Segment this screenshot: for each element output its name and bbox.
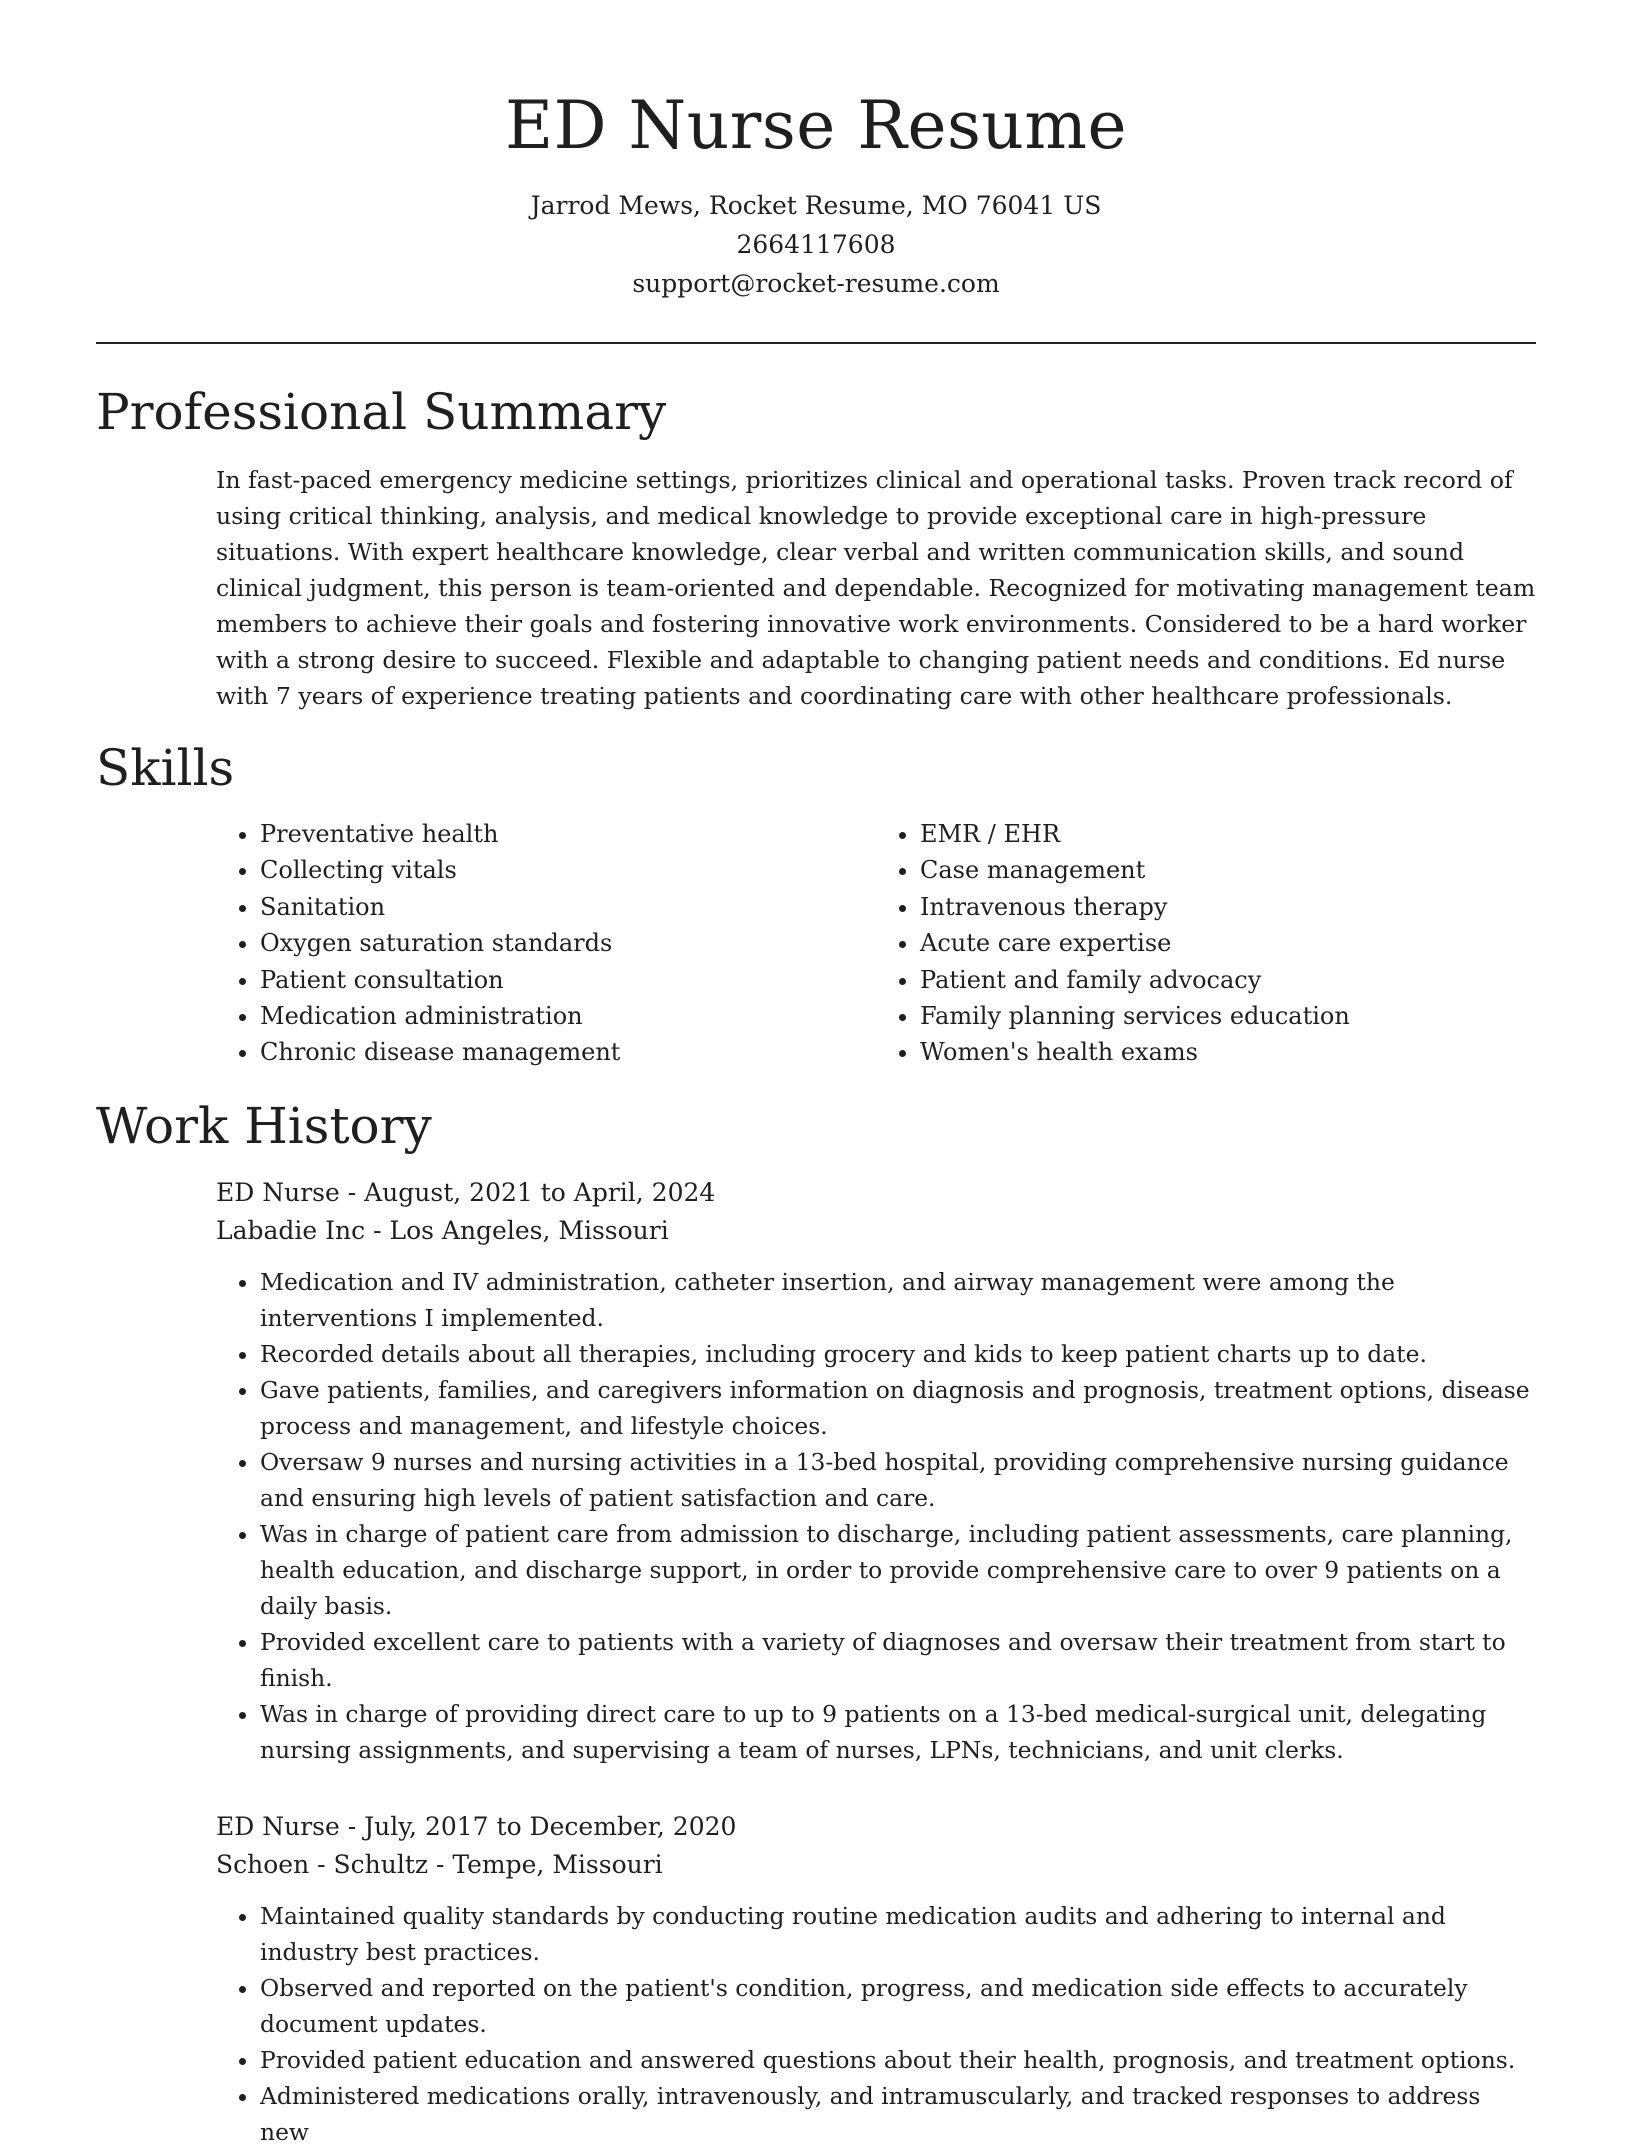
skill-item: • Case management — [920, 852, 1536, 888]
skill-item: • Collecting vitals — [260, 852, 876, 888]
job-duties — [216, 1264, 1536, 1768]
job-duty-item: • Provided excellent care to patients with a variety of diagnoses and oversaw their treatment from start to finish. — [260, 1624, 1536, 1696]
resume-header — [0, 0, 1632, 303]
skill-item: • Preventative health — [260, 816, 876, 852]
work-history-heading: Work History — [96, 1097, 432, 1155]
job-duty-item: • Was in charge of patient care from admission to discharge, including patient assessments, care planning, health education, and discharge support, in order to provide comprehensive care to over 9 patients on a daily basis. — [260, 1516, 1536, 1624]
job-duty-item: • Was in charge of providing direct care to up to 9 patients on a 13-bed medical-surgical unit, delegating nursing assignments, and supervising a team of nurses, LPNs, technicians, and unit clerks. — [260, 1696, 1536, 1768]
job-duties — [216, 1898, 1536, 2150]
contact-info — [0, 186, 1632, 303]
skill-item: • Family planning services education — [920, 998, 1536, 1034]
contact-phone: 2664117608 — [736, 230, 896, 259]
contact-address: Jarrod Mews, Rocket Resume, MO 76041 US — [530, 191, 1102, 220]
summary-text: In fast-paced emergency medicine settings, prioritizes clinical and operational tasks. Proven track record of using critical thinking, analysis, and medical knowledge to provide exceptional care in high-pressure situations. With expert healthcare knowledge, clear verbal and written communication skills, and sound clinical judgment, this person is team-oriented and dependable. Recognized for motivating management team members to achieve their goals and fostering innovative work environments. Considered to be a hard worker with a strong desire to succeed. Flexible and adaptable to changing patient needs and conditions. Ed nurse with 7 years of experience treating patients and coordinating care with other healthcare professionals. — [216, 466, 1536, 710]
skills-column-left — [216, 816, 876, 1071]
skills-heading: Skills — [96, 739, 235, 797]
job-title: ED Nurse - August, 2021 to April, 2024 — [216, 1178, 716, 1207]
skills-list — [216, 816, 1536, 1071]
summary-heading: Professional Summary — [96, 383, 667, 441]
job-duty-item: • Provided patient education and answered questions about their health, prognosis, and treatment options. — [260, 2042, 1536, 2078]
skill-item: • Patient consultation — [260, 962, 876, 998]
skill-item: • Sanitation — [260, 889, 876, 925]
job-duty-item: • Oversaw 9 nurses and nursing activities in a 13-bed hospital, providing comprehensive nursing guidance and ensuring high levels of patient satisfaction and care. — [260, 1444, 1536, 1516]
job-entry — [216, 1174, 1536, 1768]
resume-title: ED Nurse Resume — [504, 87, 1128, 164]
contact-email: support@rocket-resume.com — [632, 269, 1000, 298]
job-duty-item: • Gave patients, families, and caregivers information on diagnosis and prognosis, treatment options, disease process and management, and lifestyle choices. — [260, 1372, 1536, 1444]
job-duty-item: • Observed and reported on the patient's condition, progress, and medication side effects to accurately document updates. — [260, 1970, 1536, 2042]
skill-item: • EMR / EHR — [920, 816, 1536, 852]
job-duty-item: • Maintained quality standards by conducting routine medication audits and adhering to internal and industry best practices. — [260, 1898, 1536, 1970]
skill-item: • Patient and family advocacy — [920, 962, 1536, 998]
header-divider — [96, 342, 1536, 344]
job-title: ED Nurse - July, 2017 to December, 2020 — [216, 1812, 737, 1841]
job-company: Labadie Inc - Los Angeles, Missouri — [216, 1216, 669, 1245]
job-entry — [216, 1808, 1536, 2150]
skill-item: • Women's health exams — [920, 1034, 1536, 1070]
skill-item: • Medication administration — [260, 998, 876, 1034]
skill-item: • Intravenous therapy — [920, 889, 1536, 925]
skill-item: • Acute care expertise — [920, 925, 1536, 961]
skills-column-right — [876, 816, 1536, 1071]
job-duty-item: • Recorded details about all therapies, including grocery and kids to keep patient charts up to date. — [260, 1336, 1536, 1372]
job-duty-item: • Medication and IV administration, catheter insertion, and airway management were among the interventions I implemented. — [260, 1264, 1536, 1336]
skill-item: • Oxygen saturation standards — [260, 925, 876, 961]
job-duty-item: • Administered medications orally, intravenously, and intramuscularly, and tracked responses to address new — [260, 2078, 1536, 2150]
job-company: Schoen - Schultz - Tempe, Missouri — [216, 1850, 663, 1879]
skill-item: • Chronic disease management — [260, 1034, 876, 1070]
